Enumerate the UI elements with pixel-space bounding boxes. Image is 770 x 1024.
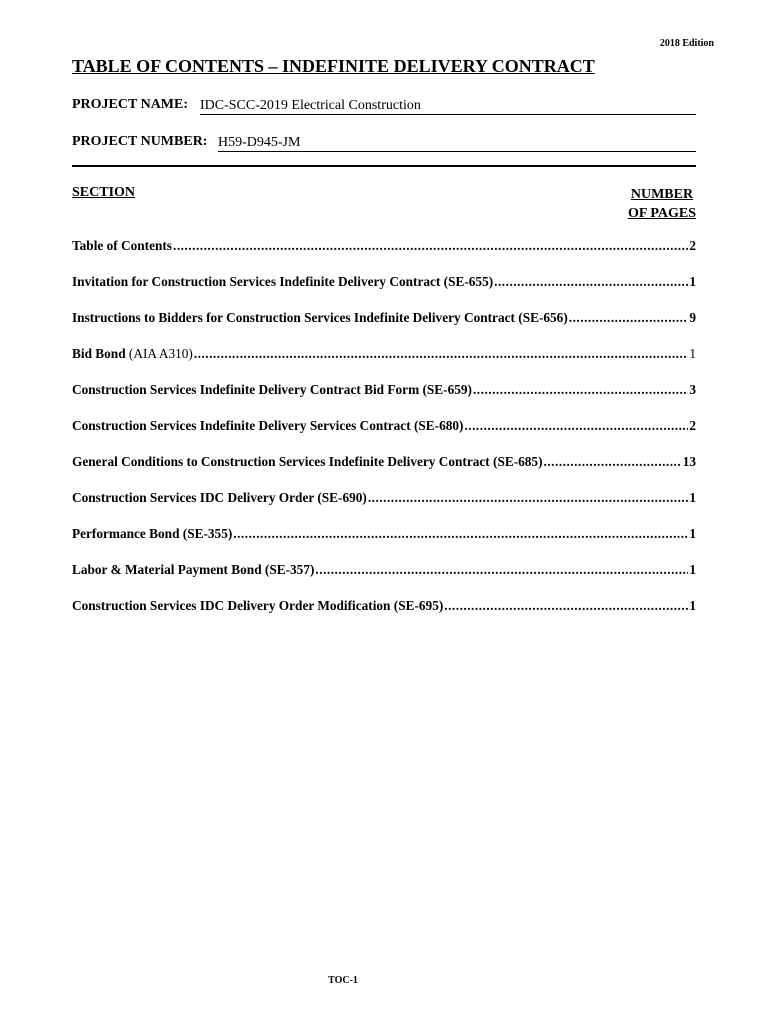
- toc-leader-dots: [444, 598, 688, 614]
- toc-entry-title: [72, 238, 172, 254]
- toc-entry-title-text: Construction Services IDC Delivery Order (SE-690): [72, 490, 367, 505]
- toc-entry-title: [72, 562, 314, 578]
- toc-leader-dots: [194, 346, 689, 362]
- toc-entry: [72, 274, 696, 310]
- toc-entry-pages: 2: [689, 238, 696, 253]
- toc-entry-title: [72, 346, 193, 362]
- pages-column-header: [628, 185, 696, 223]
- toc-leader-dots: [494, 274, 688, 290]
- toc-entry-title-text: Table of Contents: [72, 238, 172, 253]
- toc-entry-title-text: Instructions to Bidders for Construction Services Indefinite Delivery Contract (SE-656): [72, 310, 568, 325]
- toc-leader-dots: [173, 238, 688, 254]
- toc-entry-title: [72, 382, 472, 398]
- toc-list: [72, 238, 696, 634]
- toc-entry-title-text: Construction Services IDC Delivery Order Modification (SE-695): [72, 598, 444, 613]
- toc-entry-pages: 1: [689, 562, 696, 577]
- toc-entry-title-text: Construction Services Indefinite Delivery Services Contract (SE-680): [72, 418, 464, 433]
- project-name-value: IDC-SCC-2019 Electrical Construction: [200, 98, 421, 113]
- toc-entry-pages: 1: [689, 346, 696, 361]
- toc-entry-pages: 1: [689, 526, 696, 541]
- edition-label: 2018 Edition: [659, 38, 714, 49]
- toc-leader-dots: [315, 562, 688, 578]
- project-name-row: [72, 97, 696, 117]
- page-title: TABLE OF CONTENTS – INDEFINITE DELIVERY CONTRACT: [72, 56, 595, 76]
- toc-entry-title-text: Construction Services Indefinite Delivery Contract Bid Form (SE-659): [72, 382, 472, 397]
- pages-header-line1: NUMBER: [630, 187, 694, 202]
- toc-entry-pages: 2: [689, 418, 696, 433]
- project-name-label: PROJECT NAME:: [72, 97, 189, 112]
- toc-entry-pages: 1: [689, 490, 696, 505]
- toc-entry: [72, 346, 696, 382]
- toc-entry-title: [72, 526, 232, 542]
- toc-entry-pages: 9: [689, 310, 696, 325]
- project-number-value: H59-D945-JM: [218, 135, 301, 150]
- toc-entry: [72, 490, 696, 526]
- toc-entry: [72, 310, 696, 346]
- toc-entry-title: [72, 490, 367, 506]
- pages-header-line2: OF PAGES: [627, 206, 696, 221]
- project-number-field: [218, 133, 696, 152]
- header-divider: [72, 165, 696, 167]
- toc-entry-pages: 1: [689, 274, 696, 289]
- toc-entry-pages: 1: [689, 598, 696, 613]
- toc-entry-title: [72, 310, 568, 326]
- toc-entry-title: [72, 274, 493, 290]
- toc-entry-title-text: Bid Bond: [72, 346, 126, 361]
- toc-entry: [72, 382, 696, 418]
- toc-entry-title: [72, 454, 543, 470]
- toc-entry: [72, 562, 696, 598]
- toc-leader-dots: [464, 418, 688, 434]
- toc-leader-dots: [368, 490, 689, 506]
- toc-entry-title: [72, 418, 463, 434]
- toc-entry-title-text: General Conditions to Construction Services Indefinite Delivery Contract (SE-685): [72, 454, 543, 469]
- section-column-header: SECTION: [72, 185, 136, 200]
- page-footer-id: TOC-1: [328, 975, 358, 986]
- project-name-field: [200, 96, 696, 115]
- toc-entry: [72, 454, 696, 490]
- toc-entry-pages: 13: [682, 454, 696, 469]
- toc-entry-pages: 3: [689, 382, 696, 397]
- toc-entry: [72, 238, 696, 274]
- toc-entry-title-text: Performance Bond (SE-355): [72, 526, 233, 541]
- toc-leader-dots: [544, 454, 682, 470]
- project-number-label: PROJECT NUMBER:: [72, 134, 208, 149]
- toc-entry: [72, 418, 696, 454]
- toc-entry: [72, 598, 696, 634]
- toc-leader-dots: [569, 310, 689, 326]
- toc-entry-title: [72, 598, 443, 614]
- toc-entry-title-suffix: (AIA A310): [125, 346, 193, 361]
- toc-leader-dots: [233, 526, 688, 542]
- toc-entry-title-text: Labor & Material Payment Bond (SE-357): [72, 562, 315, 577]
- toc-leader-dots: [473, 382, 688, 398]
- toc-entry: [72, 526, 696, 562]
- toc-entry-title-text: Invitation for Construction Services Indefinite Delivery Contract (SE-655): [72, 274, 494, 289]
- project-number-row: [72, 134, 696, 154]
